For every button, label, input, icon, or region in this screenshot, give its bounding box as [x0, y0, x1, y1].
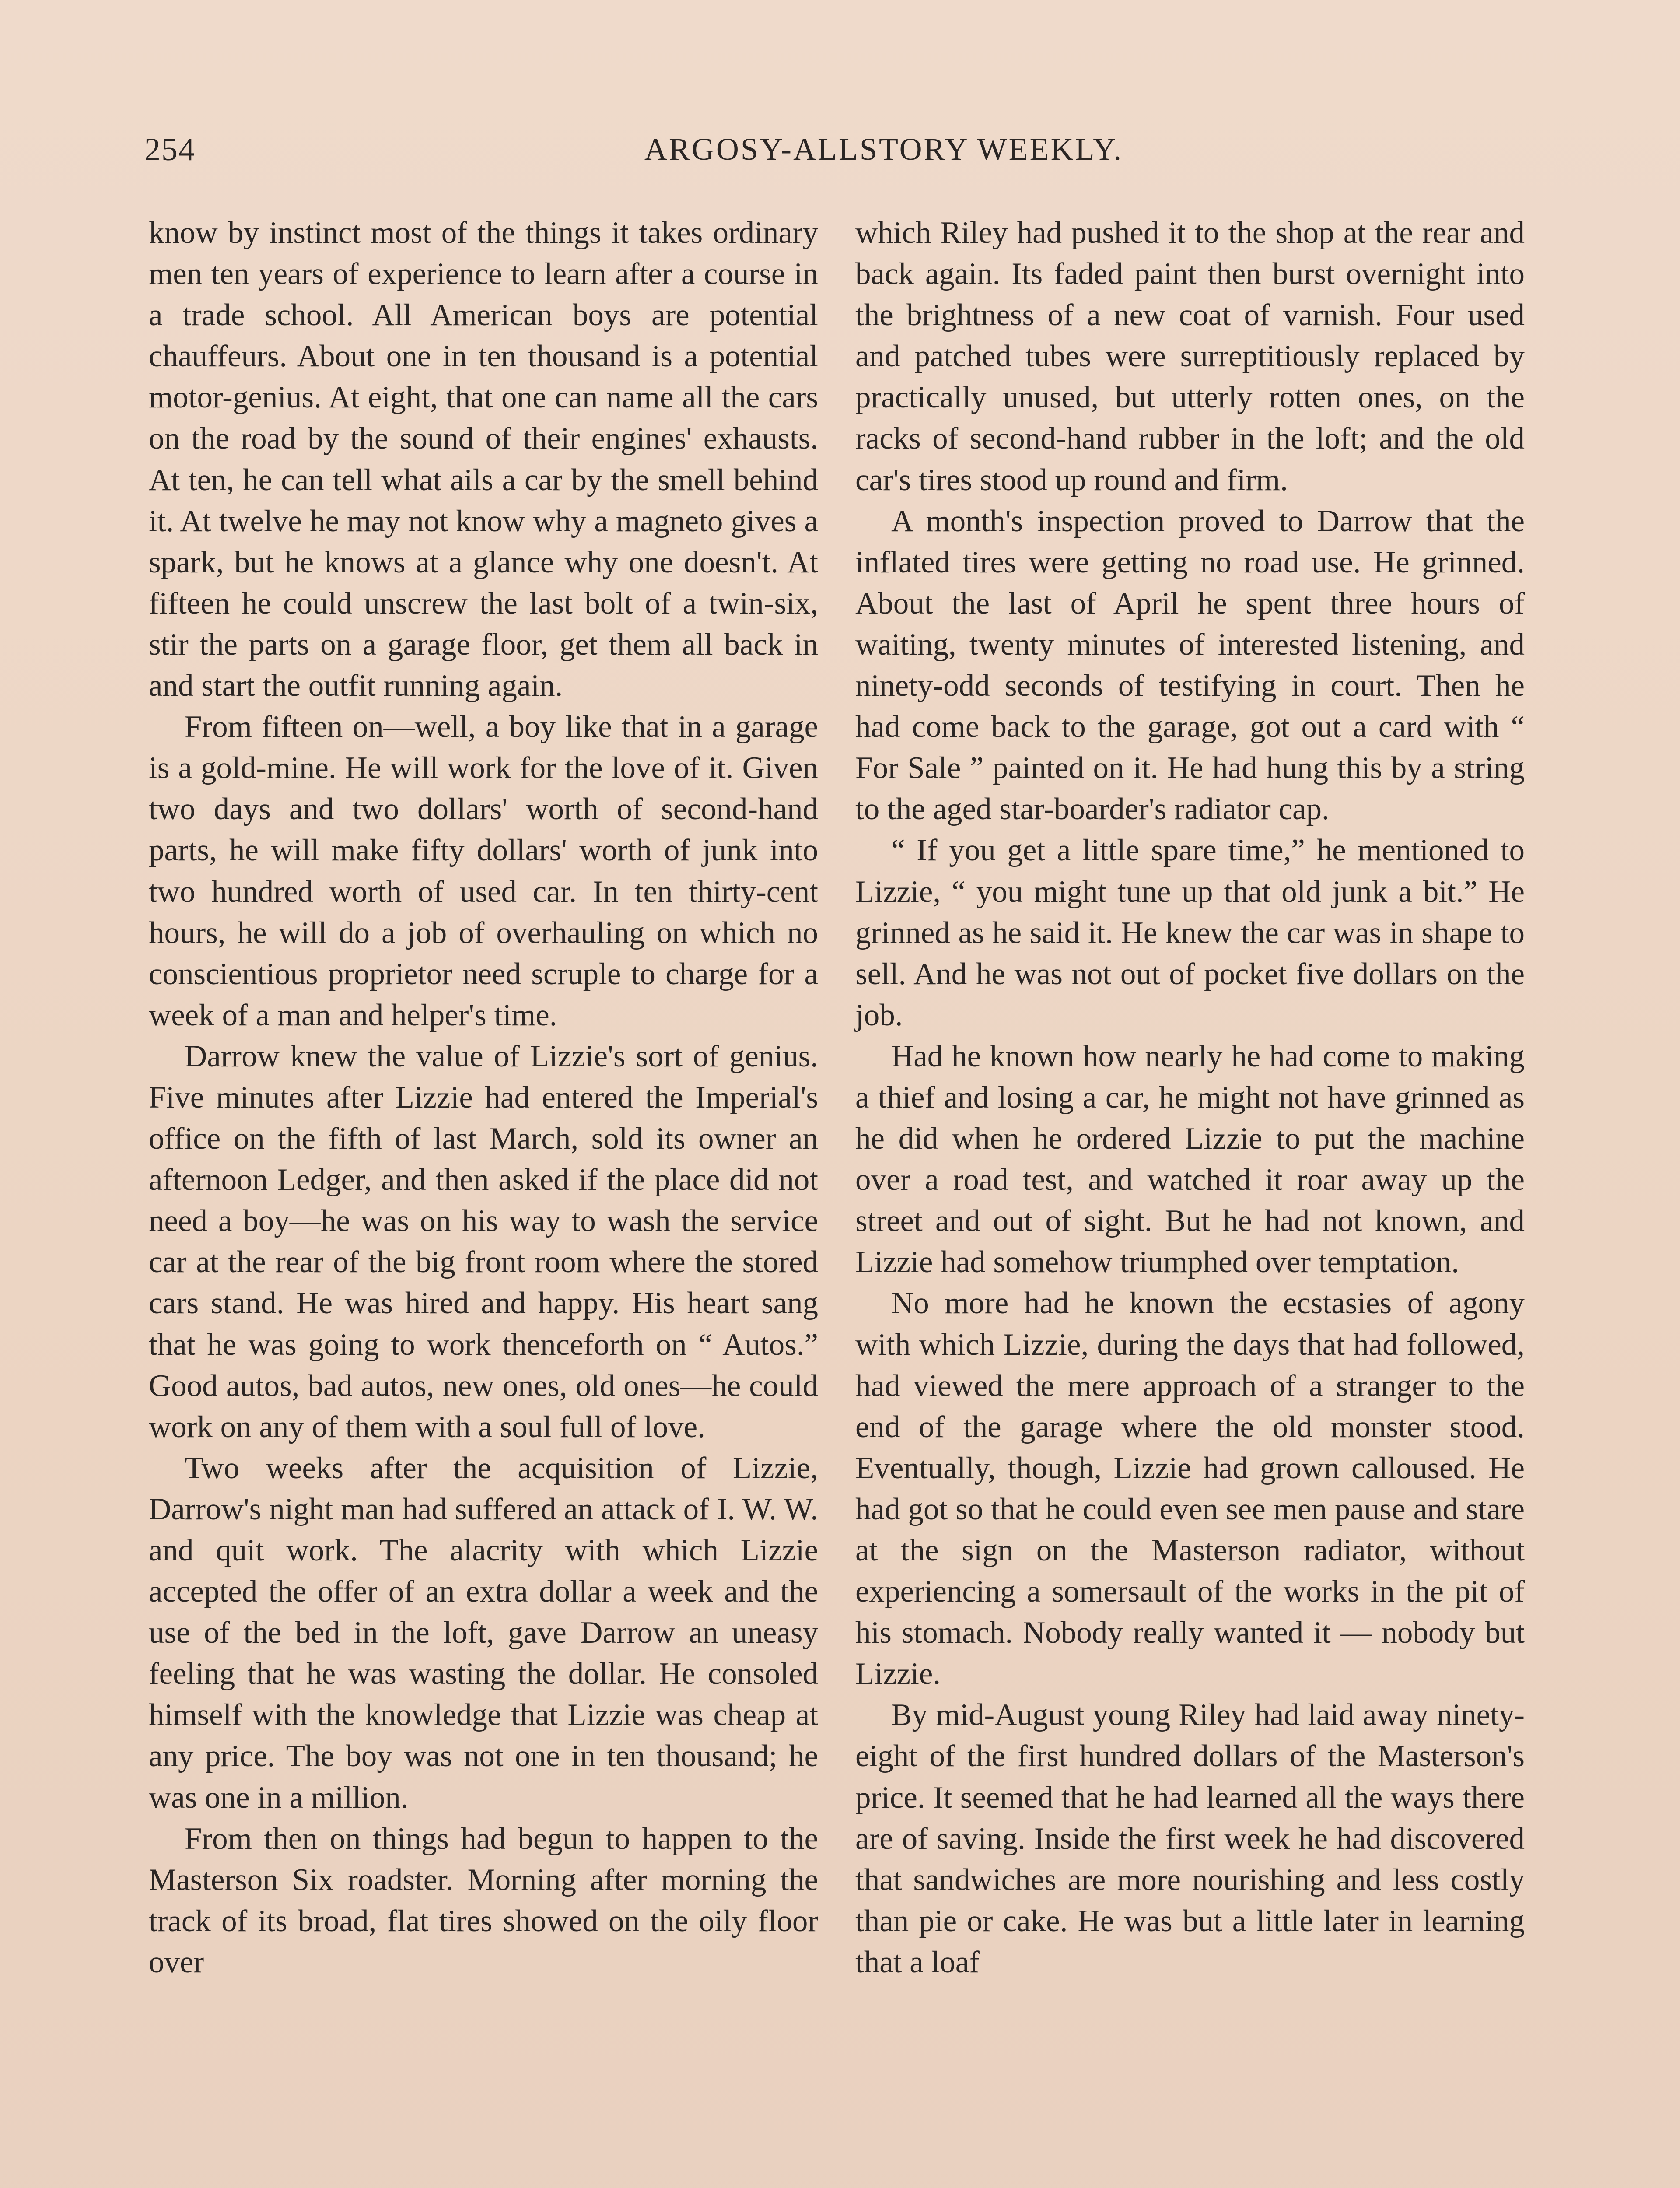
page-number: 254: [144, 132, 196, 168]
running-head: ARGOSY-ALLSTORY WEEKLY.: [644, 132, 1124, 167]
paragraph: A month's inspection proved to Darrow that the inflated tires were getting no road use. He grinned. About the last of April he spent three hours of waiting, twenty minutes of interested listening, and ninety-odd seconds of testifying in court. Then he had come back to the garage, got out a card with “ For Sale ” painted on it. He had hung this by a string to the aged star-boarder's radiator cap.: [855, 504, 1525, 827]
paragraph: Two weeks after the acquisition of Lizzie, Darrow's night man had suffered an attack of I. W. W. and quit work. The alacrity with which Lizzie accepted the offer of an extra dollar a week and the use of the bed in the loft, gave Darrow an uneasy feeling that he was wasting the dollar. He consoled himself with the knowledge that Lizzie was cheap at any price. The boy was not one in ten thousand; he was one in a million.: [149, 1451, 818, 1815]
paragraph: Had he known how nearly he had come to making a thief and losing a car, he might not have grinned as he did when he ordered Lizzie to put the machine over a road test, and watched it roar away up the street and out of sight. But he had not known, and Lizzie had somehow triumphed over temptation.: [855, 1039, 1525, 1280]
paragraph: By mid-August young Riley had laid away ninety-eight of the first hundred dollars of the Masterson's price. It seemed that he had learned all the ways there are of saving. Inside the first week he had discovered that sandwiches are more nourishing and less costly than pie or cake. He was but a little later in learning that a loaf: [855, 1698, 1525, 1979]
paragraph: From fifteen on—well, a boy like that in a garage is a gold-mine. He will work for the love of it. Given two days and two dollars' worth of second-hand parts, he will make fifty dollars' worth of junk into two hundred worth of used car. In ten thirty-cent hours, he will do a job of overhauling on which no conscientious proprietor need scruple to charge for a week of a man and helper's time.: [149, 710, 818, 1032]
paragraph: Darrow knew the value of Lizzie's sort of genius. Five minutes after Lizzie had entered the Imperial's office on the fifth of last March, sold its owner an afternoon Ledger, and then asked if the place did not need a boy—he was on his way to wash the service car at the rear of the big front room where the stored cars stand. He was hired and happy. His heart sang that he was going to work thenceforth on “ Autos.” Good autos, bad autos, new ones, old ones—he could work on any of them with a soul full of love.: [149, 1039, 818, 1444]
page-header: [144, 131, 1536, 179]
paragraph: which Riley had pushed it to the shop at the rear and back again. Its faded paint then burst overnight into the brightness of a new coat of varnish. Four used and patched tubes were surreptitiously replaced by practically unused, but utterly rotten ones, on the racks of second-hand rubber in the loft; and the old car's tires stood up round and firm.: [855, 216, 1525, 497]
left-column: [149, 212, 818, 1983]
paragraph: “ If you get a little spare time,” he mentioned to Lizzie, “ you might tune up that old junk a bit.” He grinned as he said it. He knew the car was in shape to sell. And he was not out of pocket five dollars on the job.: [855, 833, 1525, 1032]
paragraph: No more had he known the ecstasies of agony with which Lizzie, during the days that had followed, had viewed the mere approach of a stranger to the end of the garage where the old monster stood. Eventually, though, Lizzie had grown calloused. He had got so that he could even see men pause and stare at the sign on the Masterson radiator, without experiencing a somersault of the works in the pit of his stomach. Nobody really wanted it — nobody but Lizzie.: [855, 1286, 1525, 1691]
paragraph: know by instinct most of the things it takes ordinary men ten years of experience to learn after a course in a trade school. All American boys are potential chauffeurs. About one in ten thousand is a potential motor-genius. At eight, that one can name all the cars on the road by the sound of their engines' exhausts. At ten, he can tell what ails a car by the smell behind it. At twelve he may not know why a magneto gives a spark, but he knows at a glance why one doesn't. At fifteen he could unscrew the last bolt of a twin-six, stir the parts on a garage floor, get them all back in and start the outfit running again.: [149, 216, 818, 703]
right-column: [855, 212, 1525, 1983]
paragraph: From then on things had begun to happen to the Masterson Six roadster. Morning after morning the track of its broad, flat tires showed on the oily floor over: [149, 1821, 818, 1979]
